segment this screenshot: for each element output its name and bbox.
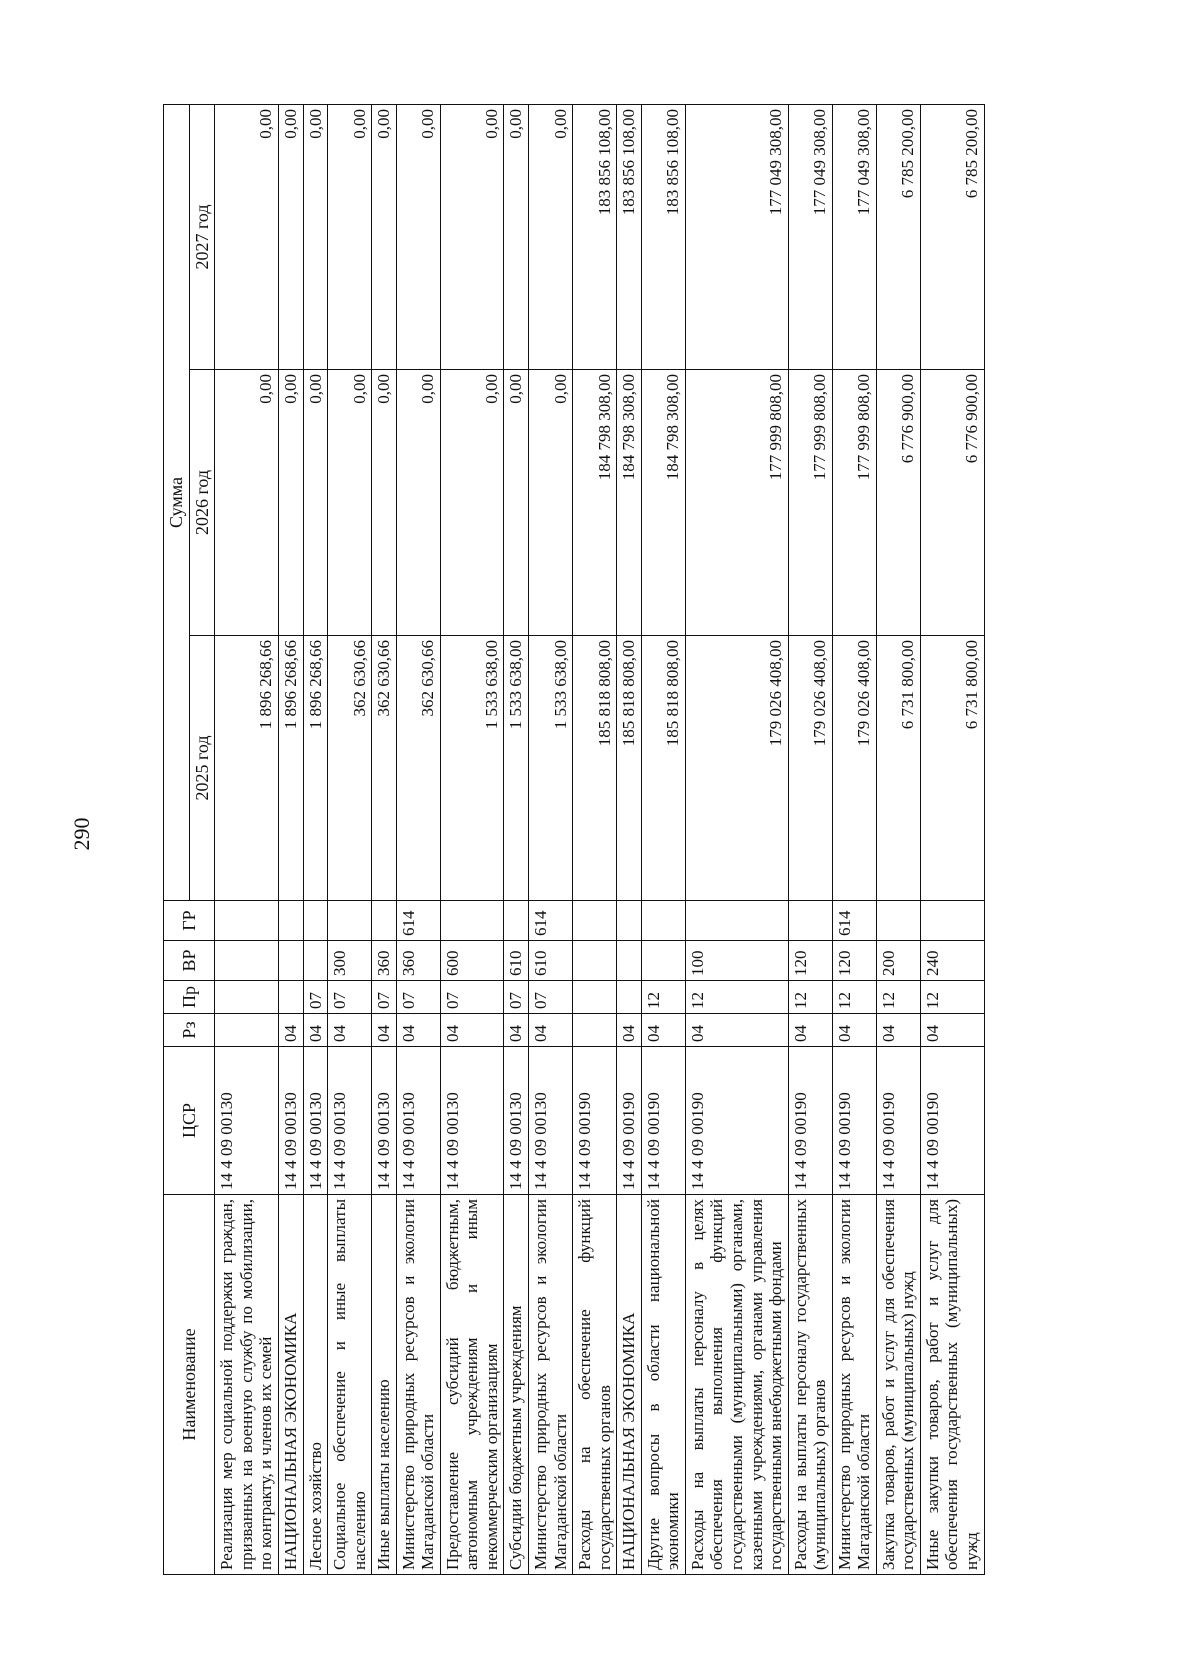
row-pr: 07: [396, 981, 440, 1014]
row-2025: 179 026 408,00: [832, 636, 876, 901]
row-2025: 185 818 808,00: [573, 636, 617, 901]
row-rz: 04: [832, 1014, 876, 1047]
row-rz: [573, 1014, 617, 1047]
row-name: Министерство природных ресурсов и экологии Магаданской области: [832, 1195, 876, 1575]
row-gr: [372, 901, 397, 941]
header-csr: ЦСР: [164, 1047, 215, 1195]
row-csr: 14 4 09 00130: [303, 1047, 328, 1195]
row-2027: 0,00: [372, 104, 397, 369]
row-vr: 300: [328, 941, 372, 981]
row-2026: 177 999 808,00: [832, 370, 876, 636]
header-2027: 2027 год: [189, 104, 215, 369]
row-rz: 04: [641, 1014, 685, 1047]
row-name: Предоставление субсидий бюджетным, автономным учреждениям и иным некоммерческим организациям: [440, 1195, 504, 1575]
row-2026: 0,00: [215, 370, 279, 636]
row-vr: [215, 941, 279, 981]
table-row: [215, 104, 279, 1574]
row-pr: 12: [920, 981, 984, 1014]
row-2027: 177 049 308,00: [788, 104, 832, 369]
row-rz: 04: [788, 1014, 832, 1047]
table-row: [832, 104, 876, 1574]
row-vr: [617, 941, 642, 981]
row-2026: 0,00: [372, 370, 397, 636]
row-pr: [617, 981, 642, 1014]
row-csr: 14 4 09 00190: [617, 1047, 642, 1195]
row-gr: [617, 901, 642, 941]
header-sum: Сумма: [164, 104, 190, 900]
row-2027: 0,00: [328, 104, 372, 369]
row-2026: 0,00: [504, 370, 529, 636]
table-row: [279, 104, 304, 1574]
row-vr: [279, 941, 304, 981]
table-row: [573, 104, 617, 1574]
row-rz: 04: [685, 1014, 788, 1047]
table-row: [529, 104, 573, 1574]
row-name: Лесное хозяйство: [303, 1195, 328, 1575]
row-2027: 6 785 200,00: [876, 104, 920, 369]
row-2025: 1 533 638,00: [504, 636, 529, 901]
row-vr: 120: [788, 941, 832, 981]
header-2025: 2025 год: [189, 636, 215, 901]
row-2025: 1 533 638,00: [529, 636, 573, 901]
row-gr: [279, 901, 304, 941]
table-row: [920, 104, 984, 1574]
row-csr: 14 4 09 00130: [328, 1047, 372, 1195]
table-row: [303, 104, 328, 1574]
row-name: Министерство природных ресурсов и экологии Магаданской области: [529, 1195, 573, 1575]
row-rz: 04: [372, 1014, 397, 1047]
row-name: Министерство природных ресурсов и экологии Магаданской области: [396, 1195, 440, 1575]
row-name: Другие вопросы в области национальной экономики: [641, 1195, 685, 1575]
row-name: Иные выплаты населению: [372, 1195, 397, 1575]
row-vr: 240: [920, 941, 984, 981]
header-2026: 2026 год: [189, 370, 215, 636]
row-rz: 04: [440, 1014, 504, 1047]
header-pr: Пр: [164, 981, 215, 1014]
row-gr: [788, 901, 832, 941]
row-rz: 04: [876, 1014, 920, 1047]
header-vr: ВР: [164, 941, 215, 981]
row-2027: 177 049 308,00: [685, 104, 788, 369]
table-row: [617, 104, 642, 1574]
table-row: [396, 104, 440, 1574]
rotated-table-container: [163, 105, 981, 1575]
table-row: [328, 104, 372, 1574]
row-2025: 6 731 800,00: [876, 636, 920, 901]
row-gr: [440, 901, 504, 941]
table-row: [876, 104, 920, 1574]
row-csr: 14 4 09 00190: [573, 1047, 617, 1195]
row-rz: 04: [920, 1014, 984, 1047]
row-2027: 0,00: [440, 104, 504, 369]
row-gr: [685, 901, 788, 941]
row-2027: 0,00: [396, 104, 440, 369]
row-gr: 614: [396, 901, 440, 941]
row-rz: 04: [529, 1014, 573, 1047]
row-2026: 0,00: [303, 370, 328, 636]
row-2026: 177 999 808,00: [685, 370, 788, 636]
row-vr: [641, 941, 685, 981]
row-pr: 12: [641, 981, 685, 1014]
row-gr: [303, 901, 328, 941]
row-rz: 04: [303, 1014, 328, 1047]
row-name: Иные закупки товаров, работ и услуг для обеспечения государственных (муниципальных) нужд: [920, 1195, 984, 1575]
row-2026: 0,00: [440, 370, 504, 636]
row-pr: 07: [303, 981, 328, 1014]
row-gr: [328, 901, 372, 941]
header-rz: Рз: [164, 1014, 215, 1047]
header-row-1: [164, 104, 190, 1574]
row-gr: [504, 901, 529, 941]
row-csr: 14 4 09 00190: [920, 1047, 984, 1195]
row-gr: [920, 901, 984, 941]
row-rz: 04: [396, 1014, 440, 1047]
row-name: Субсидии бюджетным учреждениям: [504, 1195, 529, 1575]
row-csr: 14 4 09 00130: [440, 1047, 504, 1195]
row-2025: 362 630,66: [328, 636, 372, 901]
row-2025: 179 026 408,00: [788, 636, 832, 901]
row-2027: 6 785 200,00: [920, 104, 984, 369]
row-2025: 362 630,66: [396, 636, 440, 901]
row-rz: 04: [328, 1014, 372, 1047]
row-name: НАЦИОНАЛЬНАЯ ЭКОНОМИКА: [617, 1195, 642, 1575]
row-name: Социальное обеспечение и иные выплаты населению: [328, 1195, 372, 1575]
table-row: [440, 104, 504, 1574]
row-gr: [573, 901, 617, 941]
row-vr: [303, 941, 328, 981]
row-2025: 179 026 408,00: [685, 636, 788, 901]
row-2025: 1 533 638,00: [440, 636, 504, 901]
row-2025: 6 731 800,00: [920, 636, 984, 901]
row-2027: 0,00: [215, 104, 279, 369]
row-pr: 12: [788, 981, 832, 1014]
header-gr: ГР: [164, 901, 215, 941]
row-2026: 184 798 308,00: [573, 370, 617, 636]
row-csr: 14 4 09 00190: [641, 1047, 685, 1195]
row-2026: 0,00: [328, 370, 372, 636]
budget-table: [163, 104, 985, 1575]
row-2026: 184 798 308,00: [617, 370, 642, 636]
row-csr: 14 4 09 00130: [279, 1047, 304, 1195]
row-vr: 200: [876, 941, 920, 981]
row-2027: 183 856 108,00: [573, 104, 617, 369]
row-name: Расходы на выплаты персоналу в целях обеспечения выполнения функций государственными (муниципальными) органами, казенными учреждениями, органами управления государственными внебюджетными фондами: [685, 1195, 788, 1575]
row-pr: [279, 981, 304, 1014]
row-csr: 14 4 09 00130: [504, 1047, 529, 1195]
row-pr: [215, 981, 279, 1014]
table-body: [215, 104, 984, 1574]
row-2026: 0,00: [529, 370, 573, 636]
row-csr: 14 4 09 00130: [372, 1047, 397, 1195]
row-csr: 14 4 09 00190: [832, 1047, 876, 1195]
row-gr: [641, 901, 685, 941]
row-name: Реализация мер социальной поддержки граждан, призванных на военную службу по мобилизации, по контракту, и членов их семей: [215, 1195, 279, 1575]
row-2027: 183 856 108,00: [617, 104, 642, 369]
row-2025: 1 896 268,66: [303, 636, 328, 901]
row-2025: 1 896 268,66: [215, 636, 279, 901]
row-rz: 04: [279, 1014, 304, 1047]
row-pr: 07: [372, 981, 397, 1014]
row-name: НАЦИОНАЛЬНАЯ ЭКОНОМИКА: [279, 1195, 304, 1575]
row-csr: 14 4 09 00130: [529, 1047, 573, 1195]
table-row: [788, 104, 832, 1574]
row-rz: [215, 1014, 279, 1047]
row-rz: 04: [617, 1014, 642, 1047]
row-name: Закупка товаров, работ и услуг для обеспечения государственных (муниципальных) нужд: [876, 1195, 920, 1575]
page-number: 290: [69, 817, 94, 851]
row-vr: 360: [396, 941, 440, 981]
row-2026: 6 776 900,00: [920, 370, 984, 636]
row-rz: 04: [504, 1014, 529, 1047]
row-gr: [215, 901, 279, 941]
row-vr: 600: [440, 941, 504, 981]
row-2026: 0,00: [279, 370, 304, 636]
row-2026: 177 999 808,00: [788, 370, 832, 636]
row-vr: 360: [372, 941, 397, 981]
row-name: Расходы на обеспечение функций государственных органов: [573, 1195, 617, 1575]
row-gr: 614: [529, 901, 573, 941]
row-2027: 177 049 308,00: [832, 104, 876, 369]
table-row: [685, 104, 788, 1574]
row-csr: 14 4 09 00130: [215, 1047, 279, 1195]
row-2027: 183 856 108,00: [641, 104, 685, 369]
row-pr: 07: [440, 981, 504, 1014]
table-row: [641, 104, 685, 1574]
row-csr: 14 4 09 00190: [788, 1047, 832, 1195]
row-2027: 0,00: [279, 104, 304, 369]
header-name: Наименование: [164, 1195, 215, 1575]
row-gr: 614: [832, 901, 876, 941]
row-pr: 07: [504, 981, 529, 1014]
table-row: [372, 104, 397, 1574]
row-2027: 0,00: [529, 104, 573, 369]
row-2025: 185 818 808,00: [617, 636, 642, 901]
row-pr: 12: [685, 981, 788, 1014]
row-vr: 610: [504, 941, 529, 981]
row-2026: 0,00: [396, 370, 440, 636]
table-row: [504, 104, 529, 1574]
row-name: Расходы на выплаты персоналу государственных (муниципальных) органов: [788, 1195, 832, 1575]
row-vr: 120: [832, 941, 876, 981]
row-vr: [573, 941, 617, 981]
row-csr: 14 4 09 00190: [876, 1047, 920, 1195]
row-2025: 362 630,66: [372, 636, 397, 901]
row-pr: [573, 981, 617, 1014]
row-csr: 14 4 09 00130: [396, 1047, 440, 1195]
row-vr: 100: [685, 941, 788, 981]
row-vr: 610: [529, 941, 573, 981]
row-csr: 14 4 09 00190: [685, 1047, 788, 1195]
row-2026: 6 776 900,00: [876, 370, 920, 636]
row-2027: 0,00: [504, 104, 529, 369]
row-pr: 07: [529, 981, 573, 1014]
row-pr: 12: [876, 981, 920, 1014]
row-gr: [876, 901, 920, 941]
row-2026: 184 798 308,00: [641, 370, 685, 636]
row-pr: 07: [328, 981, 372, 1014]
row-2025: 185 818 808,00: [641, 636, 685, 901]
row-2027: 0,00: [303, 104, 328, 369]
row-pr: 12: [832, 981, 876, 1014]
row-2025: 1 896 268,66: [279, 636, 304, 901]
